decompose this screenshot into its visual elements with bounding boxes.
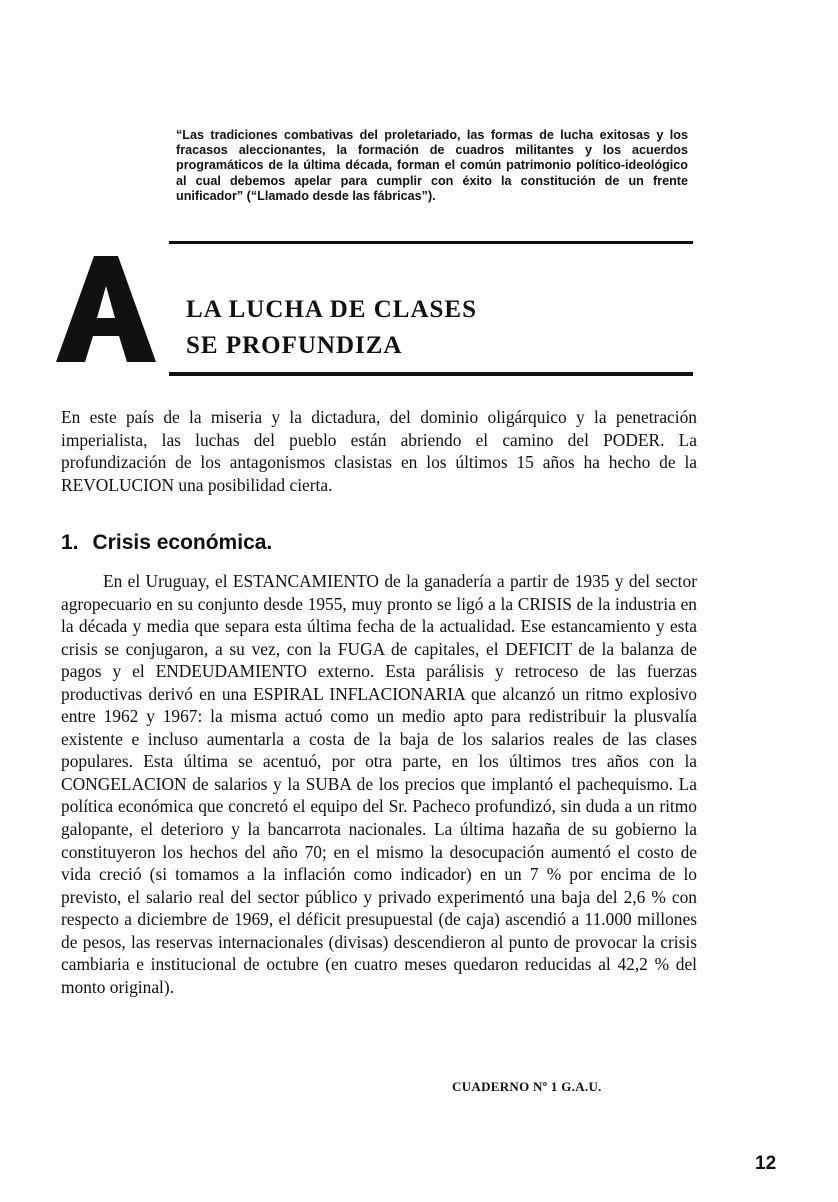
body-paragraph: En el Uruguay, el ESTANCAMIENTO de la ganadería a partir de 1935 y del sector agropecuario en su conjunto desde 1955, muy pronto se ligó a la CRISIS de la industria en la década y media que separa esta última fecha de la actualidad. Ese estancamiento y esta crisis se conjugaron, a su vez, con la FUGA de capitales, el DEFICIT de la balanza de pagos y el ENDEUDAMIENTO externo. Esta parálisis y retroceso de las fuerzas productivas derivó en una ESPIRAL INFLACIONARIA que alcanzó un ritmo explosivo entre 1962 y 1967: la misma actuó como un medio apto para redistribuir la plusvalía existente e incluso aumentarla a costa de la baja de los salarios reales de las clases populares. Esta última se acentuó, por otra parte, en los últimos tres años con la CONGELACION de salarios y la SUBA de los precios que implantó el pachequismo. La política económica que concretó el equipo del Sr. Pacheco profundizó, sin duda a un ritmo galopante, el deterioro y la bancarrota nacionales. La última hazaña de su gobierno la constituyeron los hechos del año 70; en el mismo la desocupación aumentó el costo de vida creció (si tomamos a la inflación como indicador) en un 7 % por encima de lo previsto, el salario real del sector público y privado experimentó una baja del 2,6 % con respecto a diciembre de 1969, el déficit presupuestal (de caja) ascendió a 11.000 millones de pesos, las reservas internacionales (divisas) descendieron al punto de provocar la crisis cambiaria e institucional de octubre (en cuatro meses quedaron reducidas al 42,2 % del monto original). xyxy=(61,571,697,997)
section-number: 1. xyxy=(61,531,79,554)
epigraph-quote: “Las tradiciones combativas del proletariado, las formas de lucha exitosas y los fracasos aleccionantes, la formación de cuadros militantes y los acuerdos programáticos de la última década, forman el común patrimonio político-ideológico al cual debemos apelar para cumplir con éxito la constitución de un frente unificador” (“Llamado desde las fábricas”). xyxy=(176,128,688,203)
section-title-text: Crisis económica. xyxy=(92,531,273,554)
header-rule-top xyxy=(169,241,693,244)
chapter-title-line-1: LA LUCHA DE CLASES xyxy=(186,296,477,323)
section-heading xyxy=(61,530,272,556)
intro-paragraph: En este país de la miseria y la dictadura, del dominio oligárquico y la penetración imperialista, las luchas del pueblo están abriendo el camino del PODER. La profundización de los antagonismos clasistas en los últimos 15 años ha hecho de la REVOLUCION una posibilidad cierta. xyxy=(61,407,697,495)
header-rule-bottom xyxy=(169,372,693,376)
page-number: 12 xyxy=(755,1153,777,1174)
chapter-letter-a xyxy=(56,256,156,362)
footer-credit: CUADERNO Nº 1 G.A.U. xyxy=(452,1079,602,1094)
chapter-title xyxy=(186,292,477,364)
chapter-title-line-2: SE PROFUNDIZA xyxy=(186,332,403,359)
